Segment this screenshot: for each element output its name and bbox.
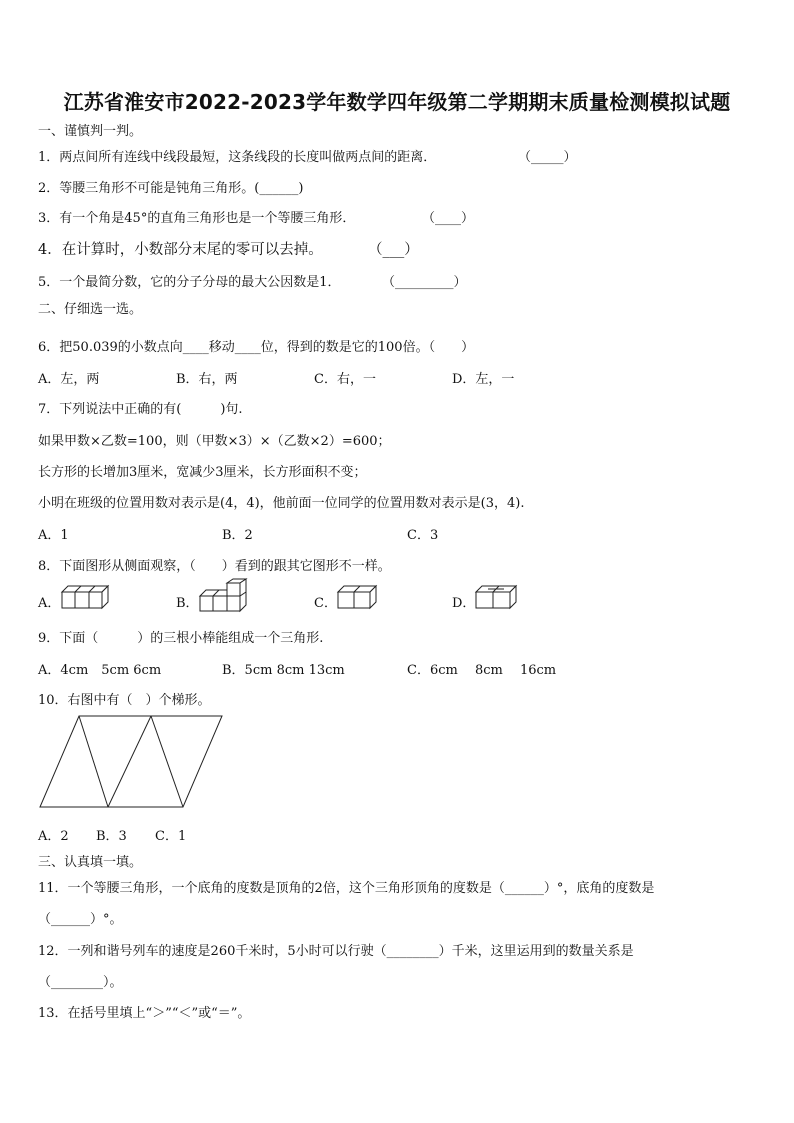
- q8-option-d[interactable]: D．: [452, 596, 476, 611]
- section-heading-2: 二、仔细选一选。: [38, 302, 143, 317]
- q7-option-c[interactable]: C．3: [407, 528, 439, 543]
- question-12-line-1: 12．一列和谐号列车的速度是260千米时，5小时可以行驶（________）千米，这里运用到的数量关系是: [38, 944, 634, 959]
- question-12-line-2: （________）。: [38, 975, 123, 990]
- q8-option-b[interactable]: B．: [176, 596, 199, 611]
- q8-option-c[interactable]: C．: [314, 596, 337, 611]
- q7-option-b[interactable]: B．2: [222, 528, 253, 543]
- q8-figure-d: [474, 584, 520, 610]
- question-4-blank[interactable]: （___）: [368, 242, 419, 258]
- question-9: 9．下面（ ）的三根小棒能组成一个三角形.: [38, 631, 324, 646]
- question-8: 8．下面图形从侧面观察，（ ）看到的跟其它图形不一样。: [38, 559, 391, 574]
- q7-statement-3: 小明在班级的位置用数对表示是(4，4)，他前面一位同学的位置用数对表示是(3，4).: [38, 496, 525, 511]
- page-title: 江苏省淮安市2022-2023学年数学四年级第二学期期末质量检测模拟试题: [63, 90, 731, 114]
- section-heading-3: 三、认真填一填。: [38, 855, 143, 870]
- q9-option-b[interactable]: B．5cm 8cm 13cm: [222, 663, 345, 678]
- question-13: 13．在括号里填上“＞”“＜”或“＝”。: [38, 1006, 251, 1021]
- q9-option-a[interactable]: A．4cm 5cm 6cm: [38, 663, 162, 678]
- q6-option-d[interactable]: D．左，一: [452, 372, 515, 387]
- question-1-blank[interactable]: （_____）: [518, 150, 577, 165]
- q9-option-c[interactable]: C．6cm 8cm 16cm: [407, 663, 557, 678]
- q10-parallelogram-figure: [36, 712, 226, 812]
- q6-option-b[interactable]: B．右，两: [176, 372, 238, 387]
- q7-statement-2: 长方形的长增加3厘米，宽减少3厘米，长方形面积不变；: [38, 465, 367, 480]
- q6-option-a[interactable]: A．左，两: [38, 372, 100, 387]
- question-7: 7．下列说法中正确的有( )句.: [38, 402, 243, 417]
- section-heading-1: 一、谨慎判一判。: [38, 124, 143, 139]
- q10-option-c[interactable]: C．1: [155, 829, 187, 844]
- question-2: 2．等腰三角形不可能是钝角三角形。(______): [38, 181, 304, 196]
- q8-figure-c: [336, 584, 380, 610]
- question-11-line-1: 11．一个等腰三角形，一个底角的度数是顶角的2倍，这个三角形顶角的度数是（______）°，底角的度数是: [38, 881, 655, 896]
- q8-option-a[interactable]: A．: [38, 596, 61, 611]
- q10-option-a[interactable]: A．2: [38, 829, 69, 844]
- q10-option-b[interactable]: B．3: [96, 829, 127, 844]
- question-5-blank[interactable]: （_________）: [382, 275, 467, 290]
- q7-option-a[interactable]: A．1: [38, 528, 69, 543]
- question-1: 1．两点间所有连线中线段最短，这条线段的长度叫做两点间的距离．: [38, 150, 437, 165]
- question-4: 4．在计算时，小数部分末尾的零可以去掉。: [38, 242, 323, 258]
- question-6: 6．把50.039的小数点向____移动____位，得到的数是它的100倍。（ ）: [38, 340, 475, 355]
- q8-figure-b: [198, 578, 250, 614]
- q8-figure-a: [60, 584, 112, 610]
- question-3: 3．有一个角是45°的直角三角形也是一个等腰三角形．: [38, 211, 356, 226]
- q6-option-c[interactable]: C．右，一: [314, 372, 376, 387]
- q7-statement-1: 如果甲数×乙数=100，则（甲数×3）×（乙数×2）=600；: [38, 434, 391, 449]
- question-5: 5．一个最简分数，它的分子分母的最大公因数是1．: [38, 275, 341, 290]
- question-3-blank[interactable]: （____）: [422, 211, 475, 226]
- question-11-line-2: （______）°。: [38, 912, 123, 927]
- question-10: 10．右图中有（ ）个梯形。: [38, 693, 211, 708]
